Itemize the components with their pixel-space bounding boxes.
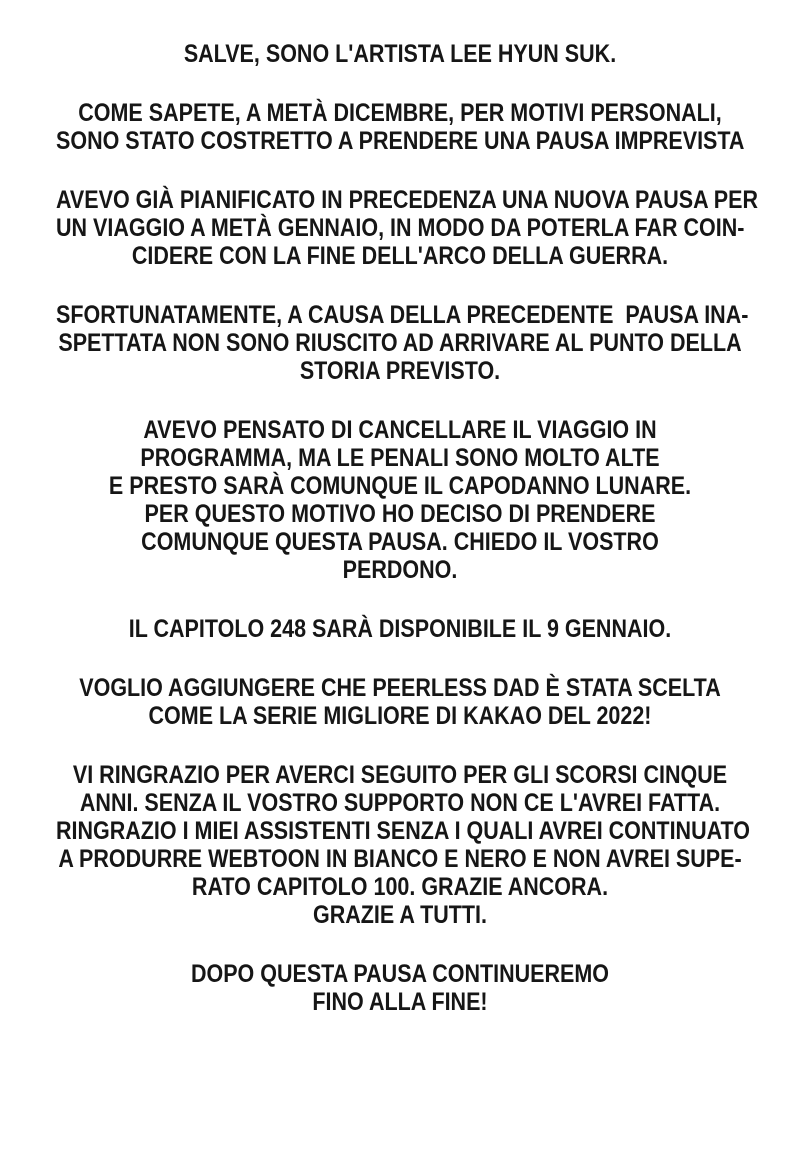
text-line: COMUNQUE QUESTA PAUSA. CHIEDO IL VOSTRO xyxy=(141,528,659,556)
note-paragraph xyxy=(56,761,751,929)
text-line: RATO CAPITOLO 100. GRAZIE ANCORA. xyxy=(191,873,609,901)
text-line: PERDONO. xyxy=(342,556,458,584)
note-paragraph xyxy=(56,615,744,643)
note-paragraph xyxy=(56,99,744,155)
text-line: PER QUESTO MOTIVO HO DECISO DI PRENDERE xyxy=(144,500,656,528)
text-line: COME LA SERIE MIGLIORE DI KAKAO DEL 2022! xyxy=(148,702,652,730)
text-line: IL CAPITOLO 248 SARÀ DISPONIBILE IL 9 GENNAIO. xyxy=(128,615,672,643)
note-paragraph xyxy=(56,960,744,1016)
text-line: AVEVO PENSATO DI CANCELLARE IL VIAGGIO IN xyxy=(143,416,657,444)
text-line: PROGRAMMA, MA LE PENALI SONO MOLTO ALTE xyxy=(140,444,660,472)
text-line: VOGLIO AGGIUNGERE CHE PEERLESS DAD È STATA SCELTA xyxy=(79,674,721,702)
text-line: RINGRAZIO I MIEI ASSISTENTI SENZA I QUALI AVREI CONTINUATO xyxy=(56,817,751,845)
note-paragraph xyxy=(56,416,744,584)
text-line: E PRESTO SARÀ COMUNQUE IL CAPODANNO LUNARE. xyxy=(108,472,692,500)
text-line: DOPO QUESTA PAUSA CONTINUEREMO xyxy=(190,960,610,988)
text-line: A PRODURRE WEBTOON IN BIANCO E NERO E NON AVREI SUPE- xyxy=(58,845,742,873)
text-line: FINO ALLA FINE! xyxy=(312,988,488,1016)
text-line: SFORTUNATAMENTE, A CAUSA DELLA PRECEDENTE PAUSA INA- xyxy=(56,301,749,329)
text-line: SPETTATA NON SONO RIUSCITO AD ARRIVARE AL PUNTO DELLA xyxy=(58,329,742,357)
note-paragraph xyxy=(56,301,749,385)
note-paragraph xyxy=(56,40,744,68)
note-paragraph xyxy=(56,186,759,270)
text-line: SALVE, SONO L'ARTISTA LEE HYUN SUK. xyxy=(183,40,617,68)
text-line: AVEVO GIÀ PIANIFICATO IN PRECEDENZA UNA NUOVA PAUSA PER xyxy=(56,186,759,214)
text-line: COME SAPETE, A METÀ DICEMBRE, PER MOTIVI PERSONALI, xyxy=(78,99,722,127)
author-note xyxy=(56,40,759,1016)
text-line: VI RINGRAZIO PER AVERCI SEGUITO PER GLI SCORSI CINQUE xyxy=(72,761,728,789)
text-line: STORIA PREVISTO. xyxy=(299,357,501,385)
text-line: SONO STATO COSTRETTO A PRENDERE UNA PAUSA IMPREVISTA xyxy=(56,127,745,155)
note-paragraph xyxy=(56,674,744,730)
text-line: GRAZIE A TUTTI. xyxy=(313,901,487,929)
text-line: UN VIAGGIO A METÀ GENNAIO, IN MODO DA POTERLA FAR COIN- xyxy=(56,214,745,242)
text-line: CIDERE CON LA FINE DELL'ARCO DELLA GUERRA. xyxy=(131,242,669,270)
text-line: ANNI. SENZA IL VOSTRO SUPPORTO NON CE L'AVREI FATTA. xyxy=(79,789,721,817)
